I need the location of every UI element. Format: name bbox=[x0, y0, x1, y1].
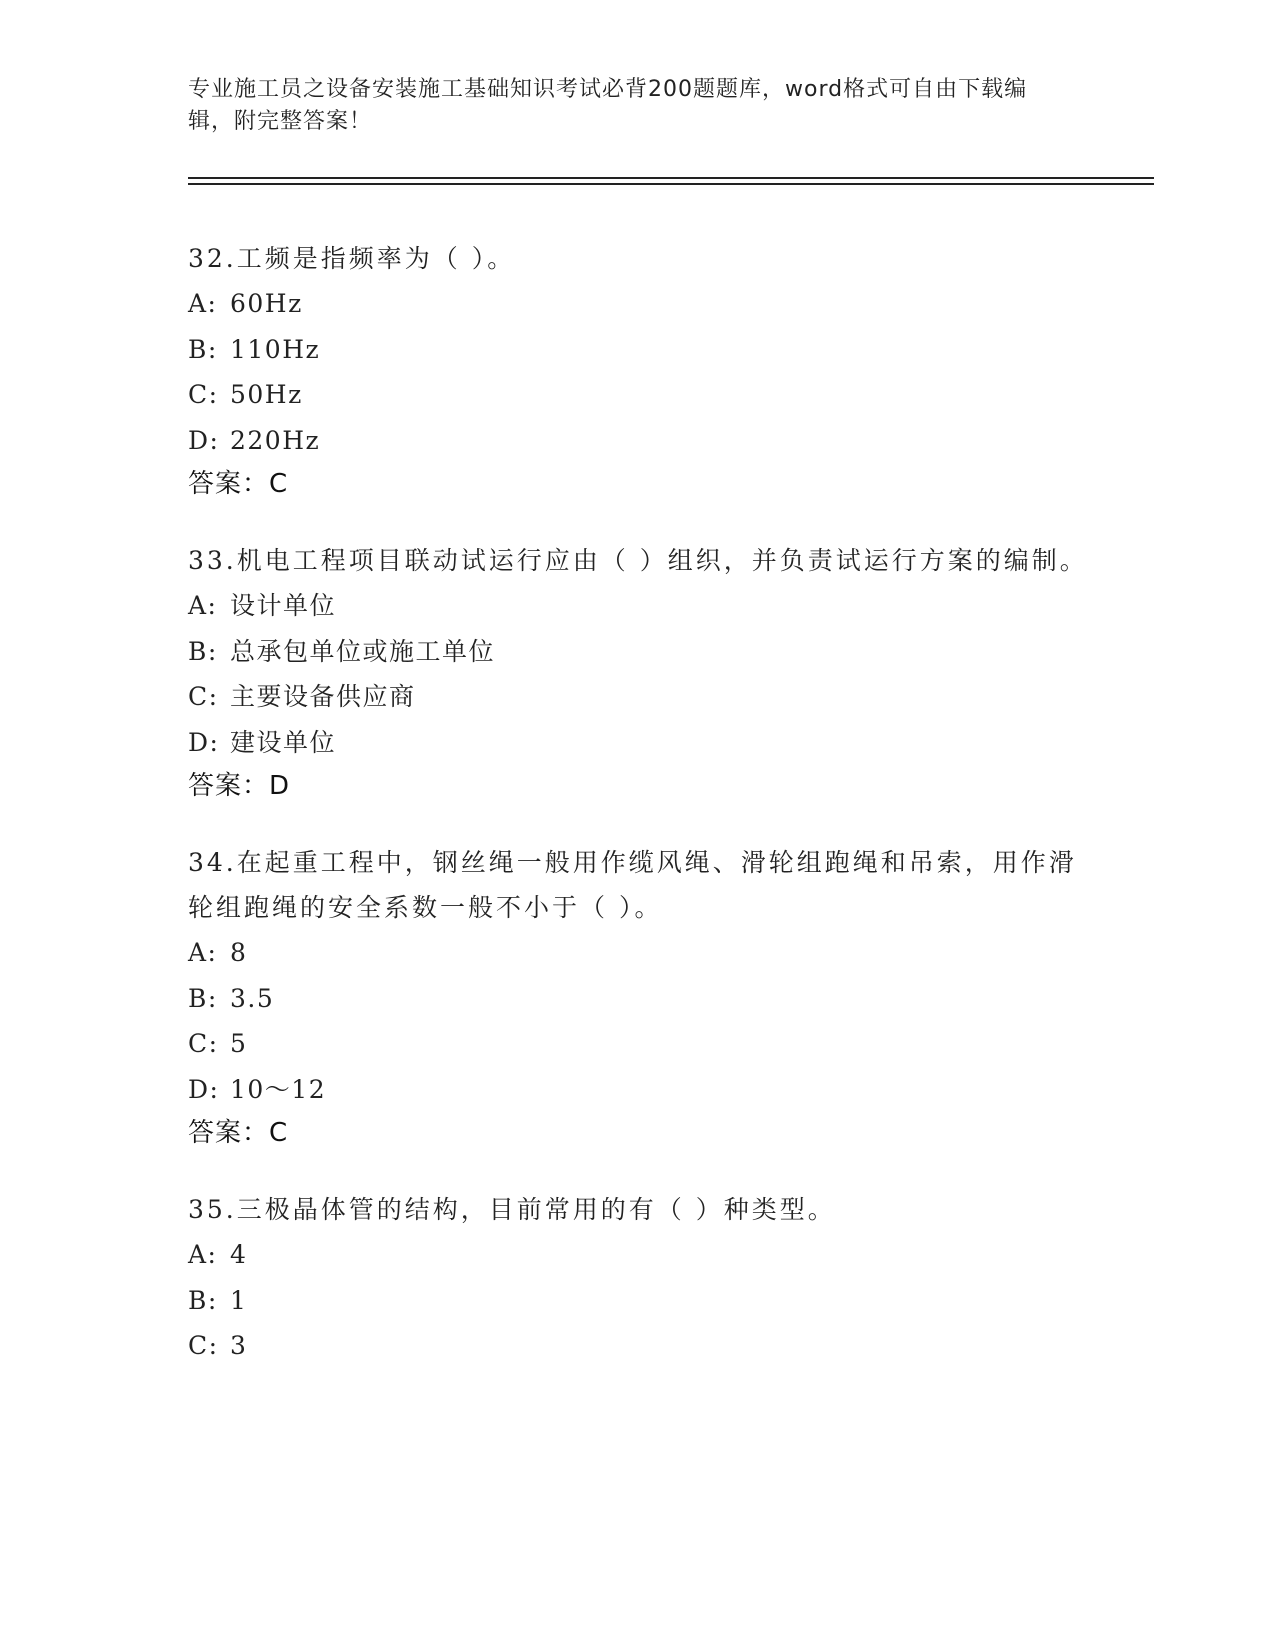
option-d bbox=[188, 418, 1088, 464]
option-text: 设计单位 bbox=[230, 591, 337, 620]
option-letter: D: bbox=[188, 727, 220, 757]
question-stem: 33.机电工程项目联动试运行应由（ ）组织，并负责试运行方案的编制。 bbox=[188, 546, 1088, 575]
question-35 bbox=[188, 1187, 1088, 1369]
option-letter: B: bbox=[188, 1285, 218, 1315]
option-d bbox=[188, 720, 1088, 766]
option-letter: B: bbox=[188, 636, 218, 666]
option-a bbox=[188, 281, 1088, 327]
question-stem: 35.三极晶体管的结构，目前常用的有（ ）种类型。 bbox=[188, 1195, 836, 1224]
option-letter: D: bbox=[188, 1074, 220, 1104]
option-c bbox=[188, 1021, 1088, 1067]
option-letter: A: bbox=[188, 289, 218, 318]
question-33 bbox=[188, 538, 1088, 807]
question-32 bbox=[188, 236, 1088, 505]
header-rule-bottom bbox=[188, 183, 1154, 185]
option-letter: B: bbox=[188, 334, 218, 364]
question-list bbox=[188, 236, 1088, 1402]
option-text: 主要设备供应商 bbox=[230, 682, 416, 711]
option-text: 110Hz bbox=[230, 334, 321, 364]
answer-line: 答案：C bbox=[188, 1118, 289, 1148]
option-letter: C: bbox=[188, 1331, 219, 1360]
option-letter: A: bbox=[188, 1240, 218, 1269]
question-stem: 34.在起重工程中，钢丝绳一般用作缆风绳、滑轮组跑绳和吊索，用作滑轮组跑绳的安全系数一般不小于（ ）。 bbox=[188, 848, 1077, 922]
option-text: 总承包单位或施工单位 bbox=[230, 636, 496, 666]
option-text: 4 bbox=[230, 1240, 248, 1269]
option-a bbox=[188, 1232, 1088, 1278]
option-text: 建设单位 bbox=[230, 727, 337, 757]
option-text: 50Hz bbox=[230, 380, 303, 409]
option-text: 220Hz bbox=[230, 425, 321, 455]
option-letter: C: bbox=[188, 1029, 219, 1058]
option-text: 1 bbox=[230, 1285, 248, 1315]
question-34 bbox=[188, 840, 1088, 1154]
header-rule-top bbox=[188, 177, 1154, 179]
option-b bbox=[188, 327, 1088, 373]
question-stem: 32.工频是指频率为（ ）。 bbox=[188, 244, 516, 273]
option-c bbox=[188, 674, 1088, 720]
document-header: 专业施工员之设备安装施工基础知识考试必背200题题库，word格式可自由下载编辑，附完整答案！ bbox=[188, 77, 1028, 134]
option-b bbox=[188, 1278, 1088, 1324]
option-letter: B: bbox=[188, 983, 218, 1013]
option-letter: A: bbox=[188, 591, 218, 620]
option-a bbox=[188, 583, 1088, 629]
answer-line: 答案：C bbox=[188, 469, 289, 499]
option-c bbox=[188, 372, 1088, 418]
option-letter: C: bbox=[188, 380, 219, 409]
option-text: 3 bbox=[230, 1331, 248, 1360]
option-letter: C: bbox=[188, 682, 219, 711]
option-c bbox=[188, 1323, 1088, 1369]
option-b bbox=[188, 629, 1088, 675]
option-text: 5 bbox=[230, 1029, 248, 1058]
answer-line: 答案：D bbox=[188, 771, 291, 801]
option-a bbox=[188, 930, 1088, 976]
option-letter: D: bbox=[188, 425, 220, 455]
option-b bbox=[188, 976, 1088, 1022]
option-d bbox=[188, 1067, 1088, 1113]
option-text: 8 bbox=[230, 938, 248, 967]
option-text: 3.5 bbox=[230, 983, 275, 1013]
option-text: 60Hz bbox=[230, 289, 303, 318]
option-letter: A: bbox=[188, 938, 218, 967]
option-text: 10～12 bbox=[230, 1074, 327, 1104]
